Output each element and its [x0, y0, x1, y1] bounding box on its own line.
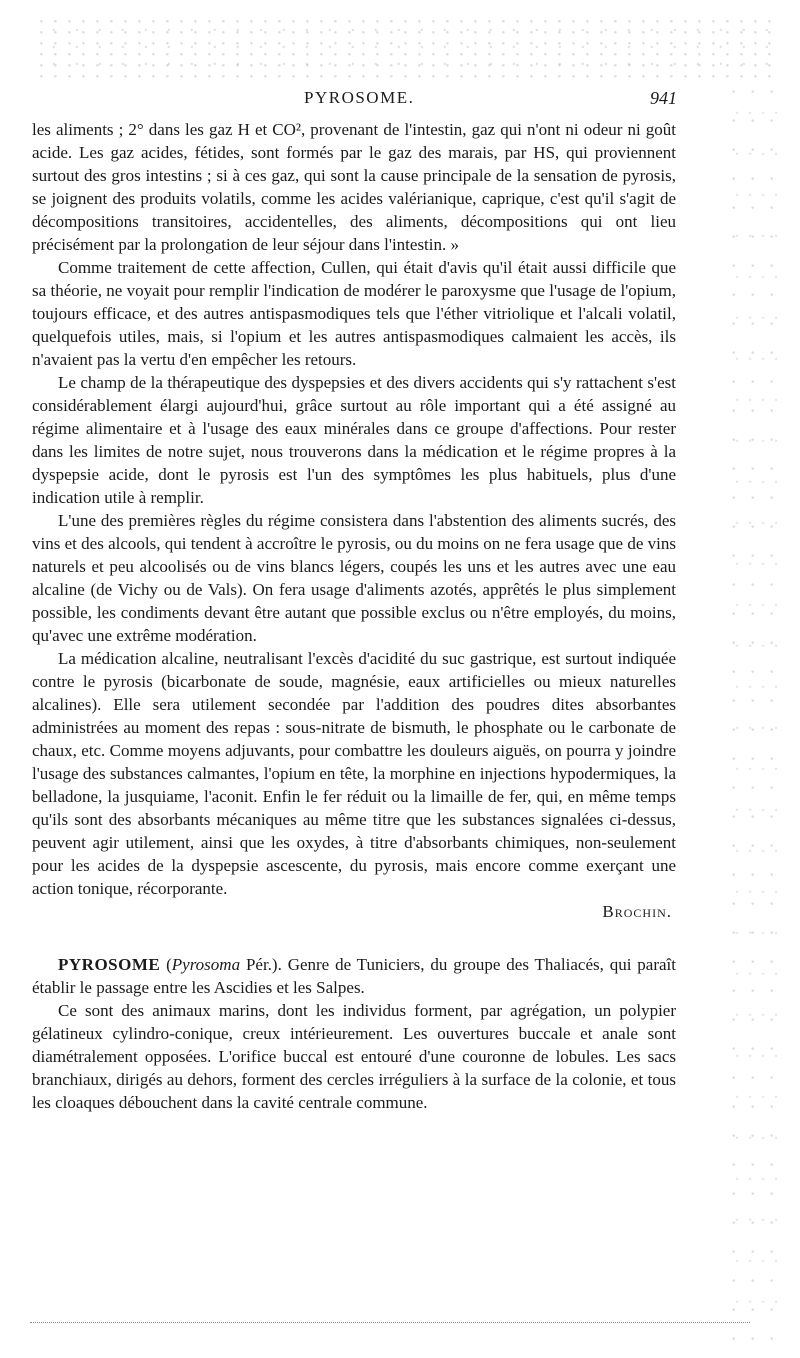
author-signature: Brochin.	[602, 902, 672, 921]
entry-genus: Pyrosoma	[171, 955, 241, 974]
scan-speckle-margin	[728, 80, 778, 1340]
entry-authority: Pér.).	[245, 955, 282, 974]
paragraph-alkaline-medication: La médication alcaline, neutralisant l'excès d'acidité du suc gastrique, est surtout indiquée contre le pyrosis (bicarbonate de soude, magnésie, eaux artificielles ou mieux naturelles alcalines). Elle sera utilement secondée par l'addition des poudres dites absorbantes administrées au moment des repas : sous-nitrate de bismuth, le phosphate ou le carbonate de chaux, etc. Comme moyens adjuvants, pour combattre les douleurs aiguës, on pourra y joindre l'usage des substances calmantes, l'opium en tête, la morphine en injections hypodermiques, la belladone, la jusquiame, l'aconit. Enfin le fer réduit ou la limaille de fer, qui, en même temps qu'ils sont des absorbants mécaniques au même titre que les substances signalées ci-dessus, peuvent agir utilement, ainsi que les oxydes, à titre d'absorbants chimiques, non-seulement pour les acides de la dyspepsie ascescente, du pyrosis, mais encore comme exerçant une action tonique, récorporante.	[32, 649, 676, 898]
entry-paren-open: (	[166, 955, 172, 974]
entry-headword: PYROSOME	[58, 955, 161, 974]
paragraph-therapeutics: Le champ de la thérapeutique des dyspepsies et des divers accidents qui s'y rattachent s'est considérablement élargi aujourd'hui, grâce surtout au rôle important qui a été assigné au régime alimentaire et à l'usage des eaux minérales dans ce groupe d'affections. Pour rester dans les limites de notre sujet, nous trouverons dans la médication et le régime propres à la dyspepsie acide, dont le pyrosis est l'un des symptômes les plus habituels, plus d'une indication utile à remplir.	[32, 373, 676, 507]
entry-pyrosome	[32, 953, 676, 999]
page-body	[32, 118, 676, 1114]
page-number: 941	[650, 88, 677, 108]
paragraph-continued: les aliments ; 2° dans les gaz H et CO², provenant de l'intestin, gaz qui n'ont ni odeur ni goût acide. Les gaz acides, fétides, sont formés par le gaz des marais, par HS, qui proviennent surtout des gros intestins ; si à ces gaz, qui sont la cause principale de la sensation de pyrosis, se joignent des produits volatils, comme les acides valérianique, caprique, c'est qu'il s'agit de décompositions transitoires, accidentelles, des aliments, décompositions qui ont lieu précisément par la prolongation de leur séjour dans l'intestin. »	[32, 120, 676, 254]
paragraph-pyrosome-description: Ce sont des animaux marins, dont les individus forment, par agrégation, un polypier gélatineux cylindro-conique, creux intérieurement. Les ouvertures buccale et anale sont diamétralement opposées. L'orifice buccal est entouré d'une couronne de lobules. Les sacs branchiaux, dirigés au dehors, forment des cercles irréguliers à la surface de la colonie, et tous les cloaques débouchent dans la cavité centrale commune.	[32, 1001, 676, 1112]
scan-speckle-bottom	[30, 1322, 750, 1333]
paragraph-cullen-treatment: Comme traitement de cette affection, Cullen, qui était d'avis qu'il était aussi difficile que sa théorie, ne voyait pour remplir l'indication de modérer le paroxysme que l'usage de l'opium, toujours efficace, et des autres antispasmodiques tels que l'éther vitriolique et l'alcali volatil, quelquefois utiles, mais, si l'opium et les autres antispasmodiques calmaient les accès, ils n'avaient pas la vertu d'en empêcher les retours.	[32, 258, 676, 369]
scan-speckle-top	[40, 18, 780, 78]
paragraph-diet-rules: L'une des premières règles du régime consistera dans l'abstention des aliments sucrés, des vins et des alcools, qui tendent à accroître le pyrosis, ou du moins on ne fera usage que de vins naturels et peu alcoolisés ou de vins blancs légers, coupés les uns et les autres avec une eau alcaline (de Vichy ou de Vals). On fera usage d'aliments azotés, apprêtés le plus simplement possible, les condiments devant être autant que possible exclus ou n'être employés, du moins, qu'avec une extrême modération.	[32, 511, 676, 645]
running-title: PYROSOME.	[304, 88, 415, 107]
entry-definition: Genre de Tuniciers, du groupe des Thaliacés, qui paraît établir le passage entre les Ascidies et les Salpes.	[32, 955, 677, 997]
